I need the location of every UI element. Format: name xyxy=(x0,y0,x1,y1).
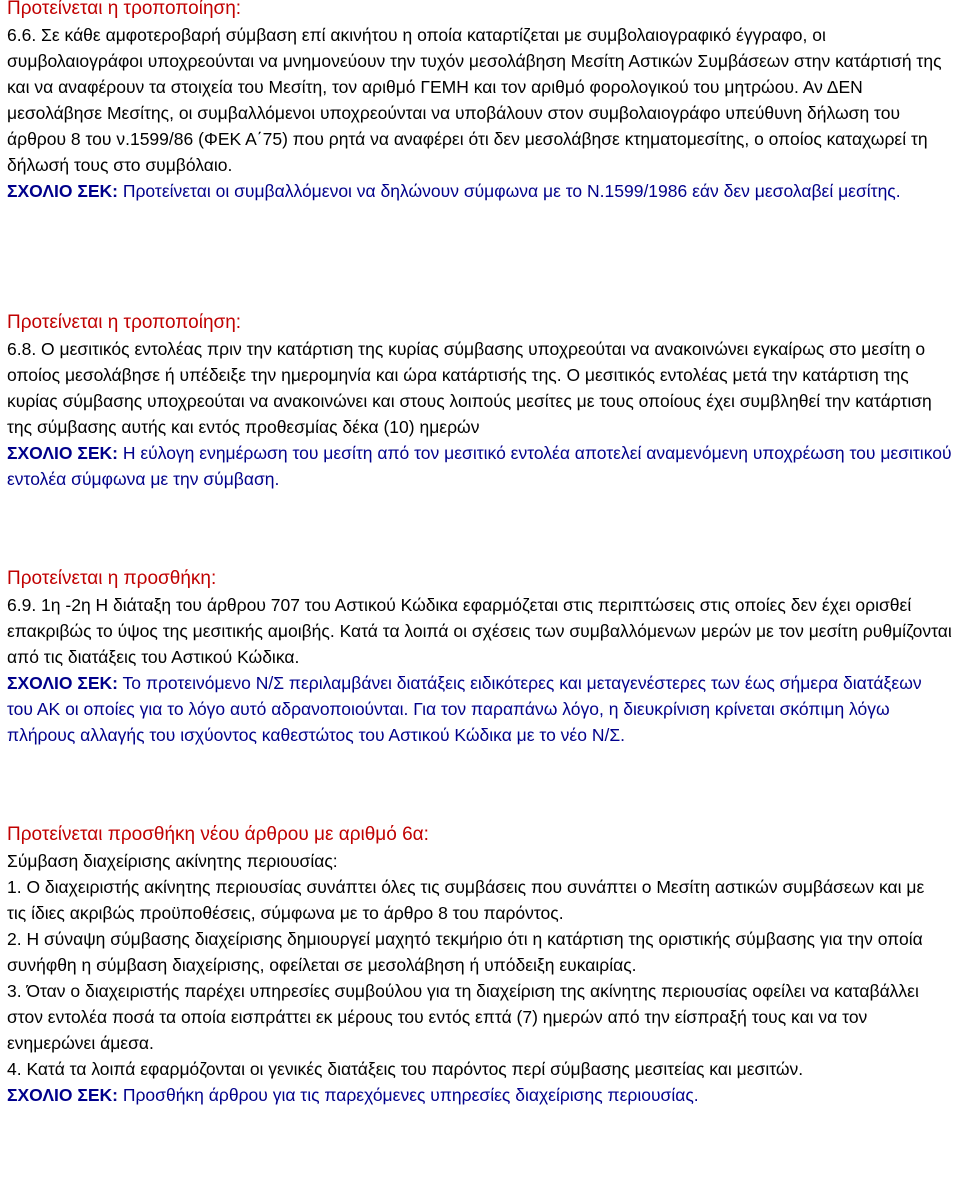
sek-comment xyxy=(7,178,952,204)
section-heading: Προτείνεται η τροποποίηση: xyxy=(7,312,242,333)
section-new-article-6a xyxy=(7,822,952,1108)
sek-comment xyxy=(7,440,952,492)
list-item: 2. Η σύναψη σύμβασης διαχείρισης δημιουργεί μαχητό τεκμήριο ότι η κατάρτιση της οριστικής σύμβασης για την οποία συνήφθη η σύμβαση διαχείρισης, οφείλεται σε μεσολάβηση ή υπόδειξη ευκαιρίας. xyxy=(7,929,923,975)
list-item: 4. Κατά τα λοιπά εφαρμόζονται οι γενικές διατάξεις του παρόντος περί σύμβασης μεσιτείας και μεσιτών. xyxy=(7,1059,804,1079)
section-subtitle: Σύμβαση διαχείρισης ακίνητης περιουσίας: xyxy=(7,851,338,871)
section-heading: Προτείνεται προσθήκη νέου άρθρου με αριθμό 6α: xyxy=(7,824,429,845)
comment-text: Το προτεινόμενο Ν/Σ περιλαμβάνει διατάξεις ειδικότερες και μεταγενέστερες των έως σήμερα διατάξεων του ΑΚ οι οποίες για το λόγο αυτό αδρανοποιούνται. Για τον παραπάνω λόγο, η διευκρίνιση κρίνεται σκόπιμη λόγω πλήρους αλλαγής του ισχύοντος καθεστώτος του Αστικού Κώδικα με το νέο Ν/Σ. xyxy=(7,673,922,745)
comment-label: ΣΧΟΛΙΟ ΣΕΚ: xyxy=(7,1085,118,1105)
comment-label: ΣΧΟΛΙΟ ΣΕΚ: xyxy=(7,673,118,693)
sek-comment xyxy=(7,670,952,748)
section-body: 6.9. 1η -2η Η διάταξη του άρθρου 707 του Αστικού Κώδικα εφαρμόζεται στις περιπτώσεις στις οποίες δεν έχει ορισθεί επακριβώς το ύψος της μεσιτικής αμοιβής. Κατά τα λοιπά οι σχέσεις των συμβαλλόμενων μερών με τον μεσίτη ρυθμίζονται από τις διατάξεις του Αστικού Κώδικα. xyxy=(7,595,952,667)
section-heading: Προτείνεται η προσθήκη: xyxy=(7,568,217,589)
comment-text: Προσθήκη άρθρου για τις παρεχόμενες υπηρεσίες διαχείρισης περιουσίας. xyxy=(117,1085,699,1105)
section-heading: Προτείνεται η τροποποίηση: xyxy=(7,0,242,19)
comment-label: ΣΧΟΛΙΟ ΣΕΚ: xyxy=(7,443,118,463)
comment-text: Προτείνεται οι συμβαλλόμενοι να δηλώνουν σύμφωνα με το Ν.1599/1986 εάν δεν μεσολαβεί μεσίτης. xyxy=(117,181,901,201)
comment-label: ΣΧΟΛΙΟ ΣΕΚ: xyxy=(7,181,118,201)
section-6-8 xyxy=(7,310,952,492)
sek-comment xyxy=(7,1082,952,1108)
comment-text: Η εύλογη ενημέρωση του μεσίτη από τον μεσιτικό εντολέα αποτελεί αναμενόμενη υποχρέωση του μεσιτικού εντολέα σύμφωνα με την σύμβαση. xyxy=(7,443,952,489)
section-body: 6.8. Ο μεσιτικός εντολέας πριν την κατάρτιση της κυρίας σύμβασης υποχρεούται να ανακοινώνει εγκαίρως στο μεσίτη ο οποίος μεσολάβησε ή υπέδειξε την ημερομηνία και ώρα κατάρτισής της. Ο μεσιτικός εντολέας μετά την κατάρτιση της κυρίας σύμβασης υποχρεούται να ανακοινώνει και στους λοιπούς μεσίτες με τους οποίους έχει συμβληθεί την κατάρτιση της σύμβασης αυτής και εντός προθεσμίας δέκα (10) ημερών xyxy=(7,339,932,437)
list-item: 3. Όταν ο διαχειριστής παρέχει υπηρεσίες συμβούλου για τη διαχείριση της ακίνητης περιουσίας οφείλει να καταβάλλει στον εντολέα ποσά τα οποία εισπράττει εκ μέρους του εντός επτά (7) ημερών από την είσπραξή τους και να τον ενημερώνει άμεσα. xyxy=(7,981,919,1053)
section-6-6 xyxy=(7,0,952,204)
section-6-9 xyxy=(7,566,952,748)
section-body: 6.6. Σε κάθε αμφοτεροβαρή σύμβαση επί ακινήτου η οποία καταρτίζεται με συμβολαιογραφικό έγγραφο, οι συμβολαιογράφοι υποχρεούνται να μνημονεύουν την τυχόν μεσολάβηση Μεσίτη Αστικών Συμβάσεων στην κατάρτισή της και να αναφέρουν τα στοιχεία του Μεσίτη, τον αριθμό ΓΕΜΗ και τον αριθμό φορολογικού του μητρώου. Αν ΔΕΝ μεσολάβησε Μεσίτης, οι συμβαλλόμενοι υποχρεούνται να υποβάλουν στον συμβολαιογράφο υπεύθυνη δήλωση του άρθρου 8 του ν.1599/86 (ΦΕΚ Α΄75) που ρητά να αναφέρει ότι δεν μεσολάβησε κτηματομεσίτης, ο οποίος καταχωρεί τη δήλωσή τους στο συμβόλαιο. xyxy=(7,25,942,175)
list-item: 1. Ο διαχειριστής ακίνητης περιουσίας συνάπτει όλες τις συμβάσεις που συνάπτει ο Μεσίτη αστικών συμβάσεων και με τις ίδιες ακριβώς προϋποθέσεις, σύμφωνα με το άρθρο 8 του παρόντος. xyxy=(7,877,925,923)
